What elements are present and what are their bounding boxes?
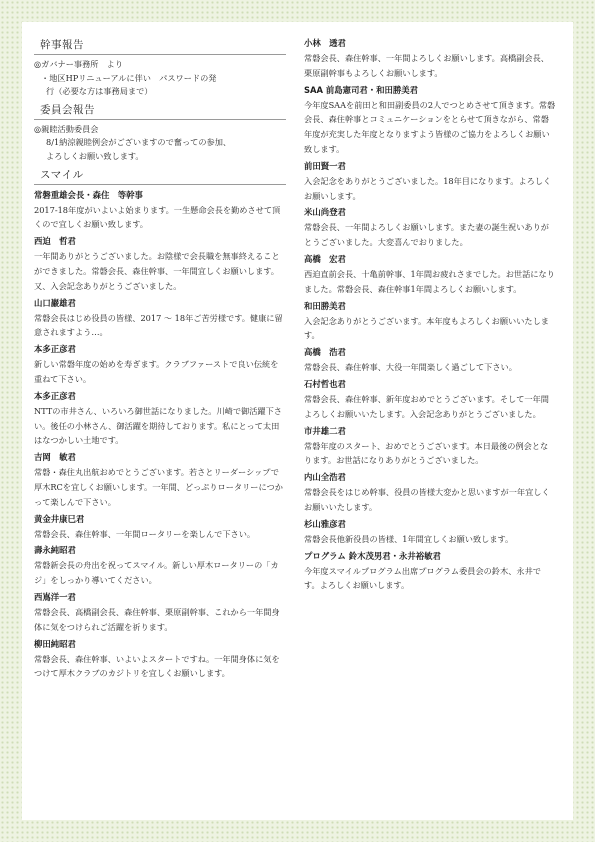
smile-entry	[34, 637, 286, 682]
member-name: 柳田純昭君	[34, 638, 76, 649]
member-name: 内山全浩君	[304, 472, 346, 483]
member-name: 本多正彦君	[34, 344, 76, 355]
member-message: 常磐会長、森住幹事、大役一年間楽しく過ごして下さい。	[304, 362, 517, 373]
smile-entry	[34, 296, 286, 341]
member-name: 西嶌洋一君	[34, 591, 76, 602]
report-line: よろしくお願い致します。	[46, 150, 144, 161]
member-name: SAA 前島憲司君・和田勝美君	[304, 84, 419, 95]
report-line: ・地区HPリニューアルに伴い パスワードの発	[41, 72, 217, 83]
member-name: 和田勝美君	[304, 300, 346, 311]
smile-entry	[34, 234, 286, 293]
member-name: 小林 透君	[304, 38, 346, 48]
smile-entry	[34, 342, 286, 387]
smile-entry	[34, 389, 286, 448]
member-message: 今年度SAAを前田と和田副委員の2人でつとめさせて頂きます。常磐会長、森住幹事とコミュニケーションをとらせて頂きながら、常磐年度が充実した年度となりますよう皆様のご協力をよろしくお願い致します。	[304, 99, 556, 154]
smile-entry	[304, 83, 556, 157]
smile-entry	[304, 36, 556, 81]
member-name: 前田賢一君	[304, 160, 346, 171]
member-message: 常磐年度のスタート、おめでとうございます。本日最後の例会となります。お世話になりありがとうございました。	[304, 440, 549, 466]
member-name: 高橋 宏君	[304, 253, 346, 264]
smile-entry	[304, 205, 556, 250]
member-name: 西迫 哲君	[34, 236, 76, 247]
member-message: 常磐会長、森住幹事、一年間よろしくお願いします。高橋副会長、栗原副幹事もよろしくお願いします。	[304, 53, 549, 78]
member-message: 常磐新会長の舟出を祝ってスマイル。新しい厚木ロータリーの「カジ」をしっかり導いてください。	[34, 560, 279, 586]
member-name: 本多正彦君	[34, 390, 76, 401]
smile-entry	[34, 590, 286, 635]
section-heading-kanji-report: 幹事報告	[34, 36, 286, 55]
smile-entry	[34, 188, 286, 233]
member-message: 常磐会長他新役員の皆様、1年間宜しくお願い致します。	[304, 533, 514, 544]
member-name: 米山尚登君	[304, 207, 346, 218]
member-message: 2017-18年度がいよいよ始まります。一生懸命会長を勤めさせて頂くので宜しくお願い致します。	[34, 204, 281, 230]
member-name: 壽永純昭君	[34, 545, 76, 556]
member-message: 新しい常磐年度の始めを寿ぎます。クラブファーストで良い伝統を重ねて下さい。	[34, 359, 279, 384]
member-message: 今年度スマイルプログラム出席プログラム委員会の鈴木、永井です。よろしくお願いします。	[304, 565, 541, 591]
smile-entry	[304, 345, 556, 375]
member-name: 石村哲也君	[304, 378, 346, 389]
smile-entry	[304, 549, 556, 594]
smile-entry	[304, 517, 556, 547]
member-message: 常磐会長、森住幹事、いよいよスタートですね。一年間身体に気をつけて厚木クラブのカジトリを宜しくお願いします。	[34, 653, 280, 679]
section-heading-smile: スマイル	[34, 166, 286, 185]
smile-entry	[34, 543, 286, 588]
member-message: 常磐会長、森住幹事、新年度おめでとうございます。そして一年間よろしくお願いいたします。入会記念ありがとうございました。	[304, 393, 549, 419]
report-line: ◎親睦活動委員会	[34, 123, 99, 134]
member-message: 西迫直前会長、十亀前幹事、1年間お疲れさまでした。お世話になりました。常磐会長、森住幹事1年間よろしくお願いします。	[304, 268, 555, 294]
left-column	[34, 36, 286, 683]
member-name: 市井雄二君	[304, 425, 346, 436]
report-line: ◎ガバナー事務所 より	[34, 59, 124, 69]
smile-entry	[34, 450, 286, 509]
member-name: 吉岡 敏君	[34, 452, 76, 463]
member-message: 入会記念をありがとうございました。18年目になります。よろしくお願いします。	[304, 175, 552, 201]
member-message: 常磐・森住丸出航おめでとうございます。若さとリーダーシップで厚木RCを宜しくお願いします。一年間、どっぷりロータリーにつかって楽しんで下さい。	[34, 467, 283, 507]
member-name: 山口巖雄君	[34, 297, 76, 308]
section-heading-committee-report: 委員会報告	[34, 101, 286, 120]
right-column	[304, 36, 556, 595]
report-line: 8/1納涼親睦例会がございますので奮っての参加、	[46, 137, 232, 148]
smile-entry	[304, 377, 556, 422]
member-name: 常磐重雄会長・森住 等幹事	[34, 189, 143, 200]
member-message: NTTの市井さん、いろいろ御世話になりました。川崎で御活躍下さい。後任の小林さん、御活躍を期待しております。私にとって太田はなつかしい土地です。	[34, 405, 282, 446]
member-name: プログラム 鈴木茂男君・永井裕敏君	[304, 550, 441, 561]
member-message: 入会記念ありがとうございます。本年度もよろしくお願いいたします。	[304, 315, 549, 341]
member-name: 杉山雅彦君	[304, 518, 346, 529]
smile-entry	[304, 470, 556, 515]
member-message: 常磐会長をはじめ幹事、役員の皆様大変かと思いますが一年宜しくお願いいたします。	[304, 487, 550, 512]
member-message: 常磐会長、森住幹事、一年間ロータリーを楽しんで下さい。	[34, 528, 256, 539]
smile-entry	[304, 424, 556, 469]
member-message: 常磐会長、高橋副会長、森住幹事、栗原副幹事、これから一年間身体に気をつけられご活躍を祈ります。	[34, 606, 280, 632]
member-message: 常磐会長、一年間よろしくお願いします。また妻の誕生祝いありがとうございました。大変喜んでおりました。	[304, 222, 549, 248]
report-line: 行（必要な方は事務局まで）	[46, 86, 153, 97]
member-name: 黄金井康巳君	[34, 513, 85, 524]
newsletter-page	[22, 22, 573, 820]
member-message: 一年間ありがとうございました。お陰様で会長職を無事終えることができました。常磐会長、森住幹事、一年間宜しくお願いします。又、入会記念ありがとうございました。	[34, 251, 280, 291]
smile-entry	[34, 512, 286, 542]
member-name: 高橋 浩君	[304, 347, 346, 358]
smile-entry	[304, 299, 556, 344]
member-message: 常磐会長はじめ役員の皆様、2017 ～ 18年ご苦労様です。健康に留意されますよう…。	[34, 312, 283, 338]
smile-entry	[304, 159, 556, 204]
smile-entry	[304, 252, 556, 297]
